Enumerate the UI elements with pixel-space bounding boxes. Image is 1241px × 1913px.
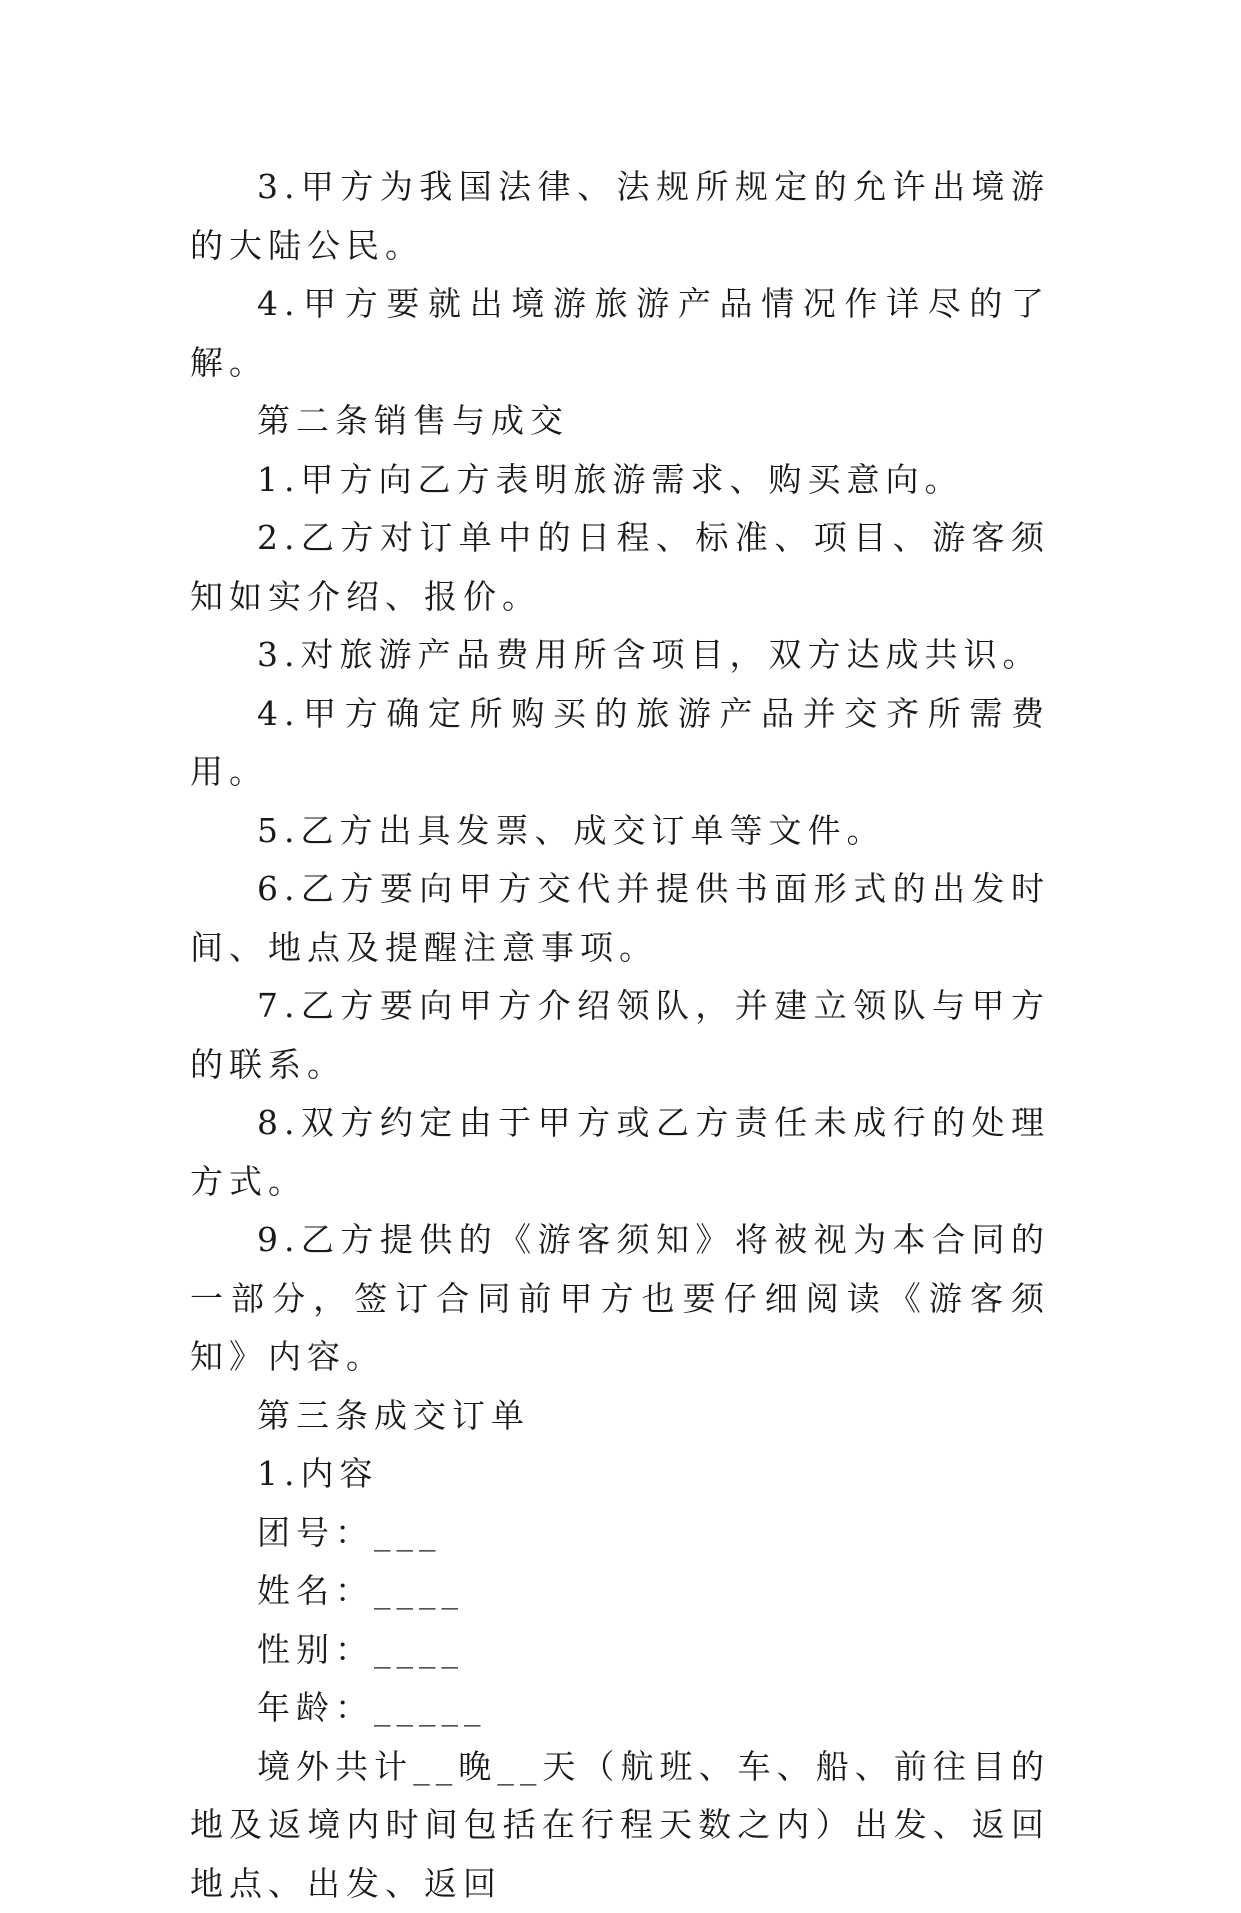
group-number-field: 团号：___ xyxy=(190,1504,1050,1563)
trip-duration-paragraph: 境外共计__晚__天（航班、车、船、前往目的地及返境内时间包括在行程天数之内）出发、返回地点、出发、返回 xyxy=(190,1738,1050,1913)
sales-item-7: 7.乙方要向甲方介绍领队，并建立领队与甲方的联系。 xyxy=(190,977,1050,1094)
gender-field: 性别：____ xyxy=(190,1621,1050,1680)
clause-4-product-understanding: 4.甲方要就出境游旅游产品情况作详尽的了解。 xyxy=(190,275,1050,392)
age-field: 年龄：_____ xyxy=(190,1679,1050,1738)
sales-item-6: 6.乙方要向甲方交代并提供书面形式的出发时间、地点及提醒注意事项。 xyxy=(190,860,1050,977)
sales-item-8: 8.双方约定由于甲方或乙方责任未成行的处理方式。 xyxy=(190,1094,1050,1211)
sales-item-4: 4.甲方确定所购买的旅游产品并交齐所需费用。 xyxy=(190,685,1050,802)
sales-item-2: 2.乙方对订单中的日程、标准、项目、游客须知如实介绍、报价。 xyxy=(190,509,1050,626)
clause-3-citizen-eligibility: 3.甲方为我国法律、法规所规定的允许出境游的大陆公民。 xyxy=(190,158,1050,275)
order-content-heading: 1.内容 xyxy=(190,1445,1050,1504)
sales-item-5: 5.乙方出具发票、成交订单等文件。 xyxy=(190,802,1050,861)
document-body xyxy=(190,158,1050,1913)
sales-item-9: 9.乙方提供的《游客须知》将被视为本合同的一部分，签订合同前甲方也要仔细阅读《游客须知》内容。 xyxy=(190,1211,1050,1387)
section-heading-order: 第三条成交订单 xyxy=(190,1387,1050,1446)
sales-item-3: 3.对旅游产品费用所含项目，双方达成共识。 xyxy=(190,626,1050,685)
sales-item-1: 1.甲方向乙方表明旅游需求、购买意向。 xyxy=(190,451,1050,510)
name-field: 姓名：____ xyxy=(190,1562,1050,1621)
section-heading-sales: 第二条销售与成交 xyxy=(190,392,1050,451)
